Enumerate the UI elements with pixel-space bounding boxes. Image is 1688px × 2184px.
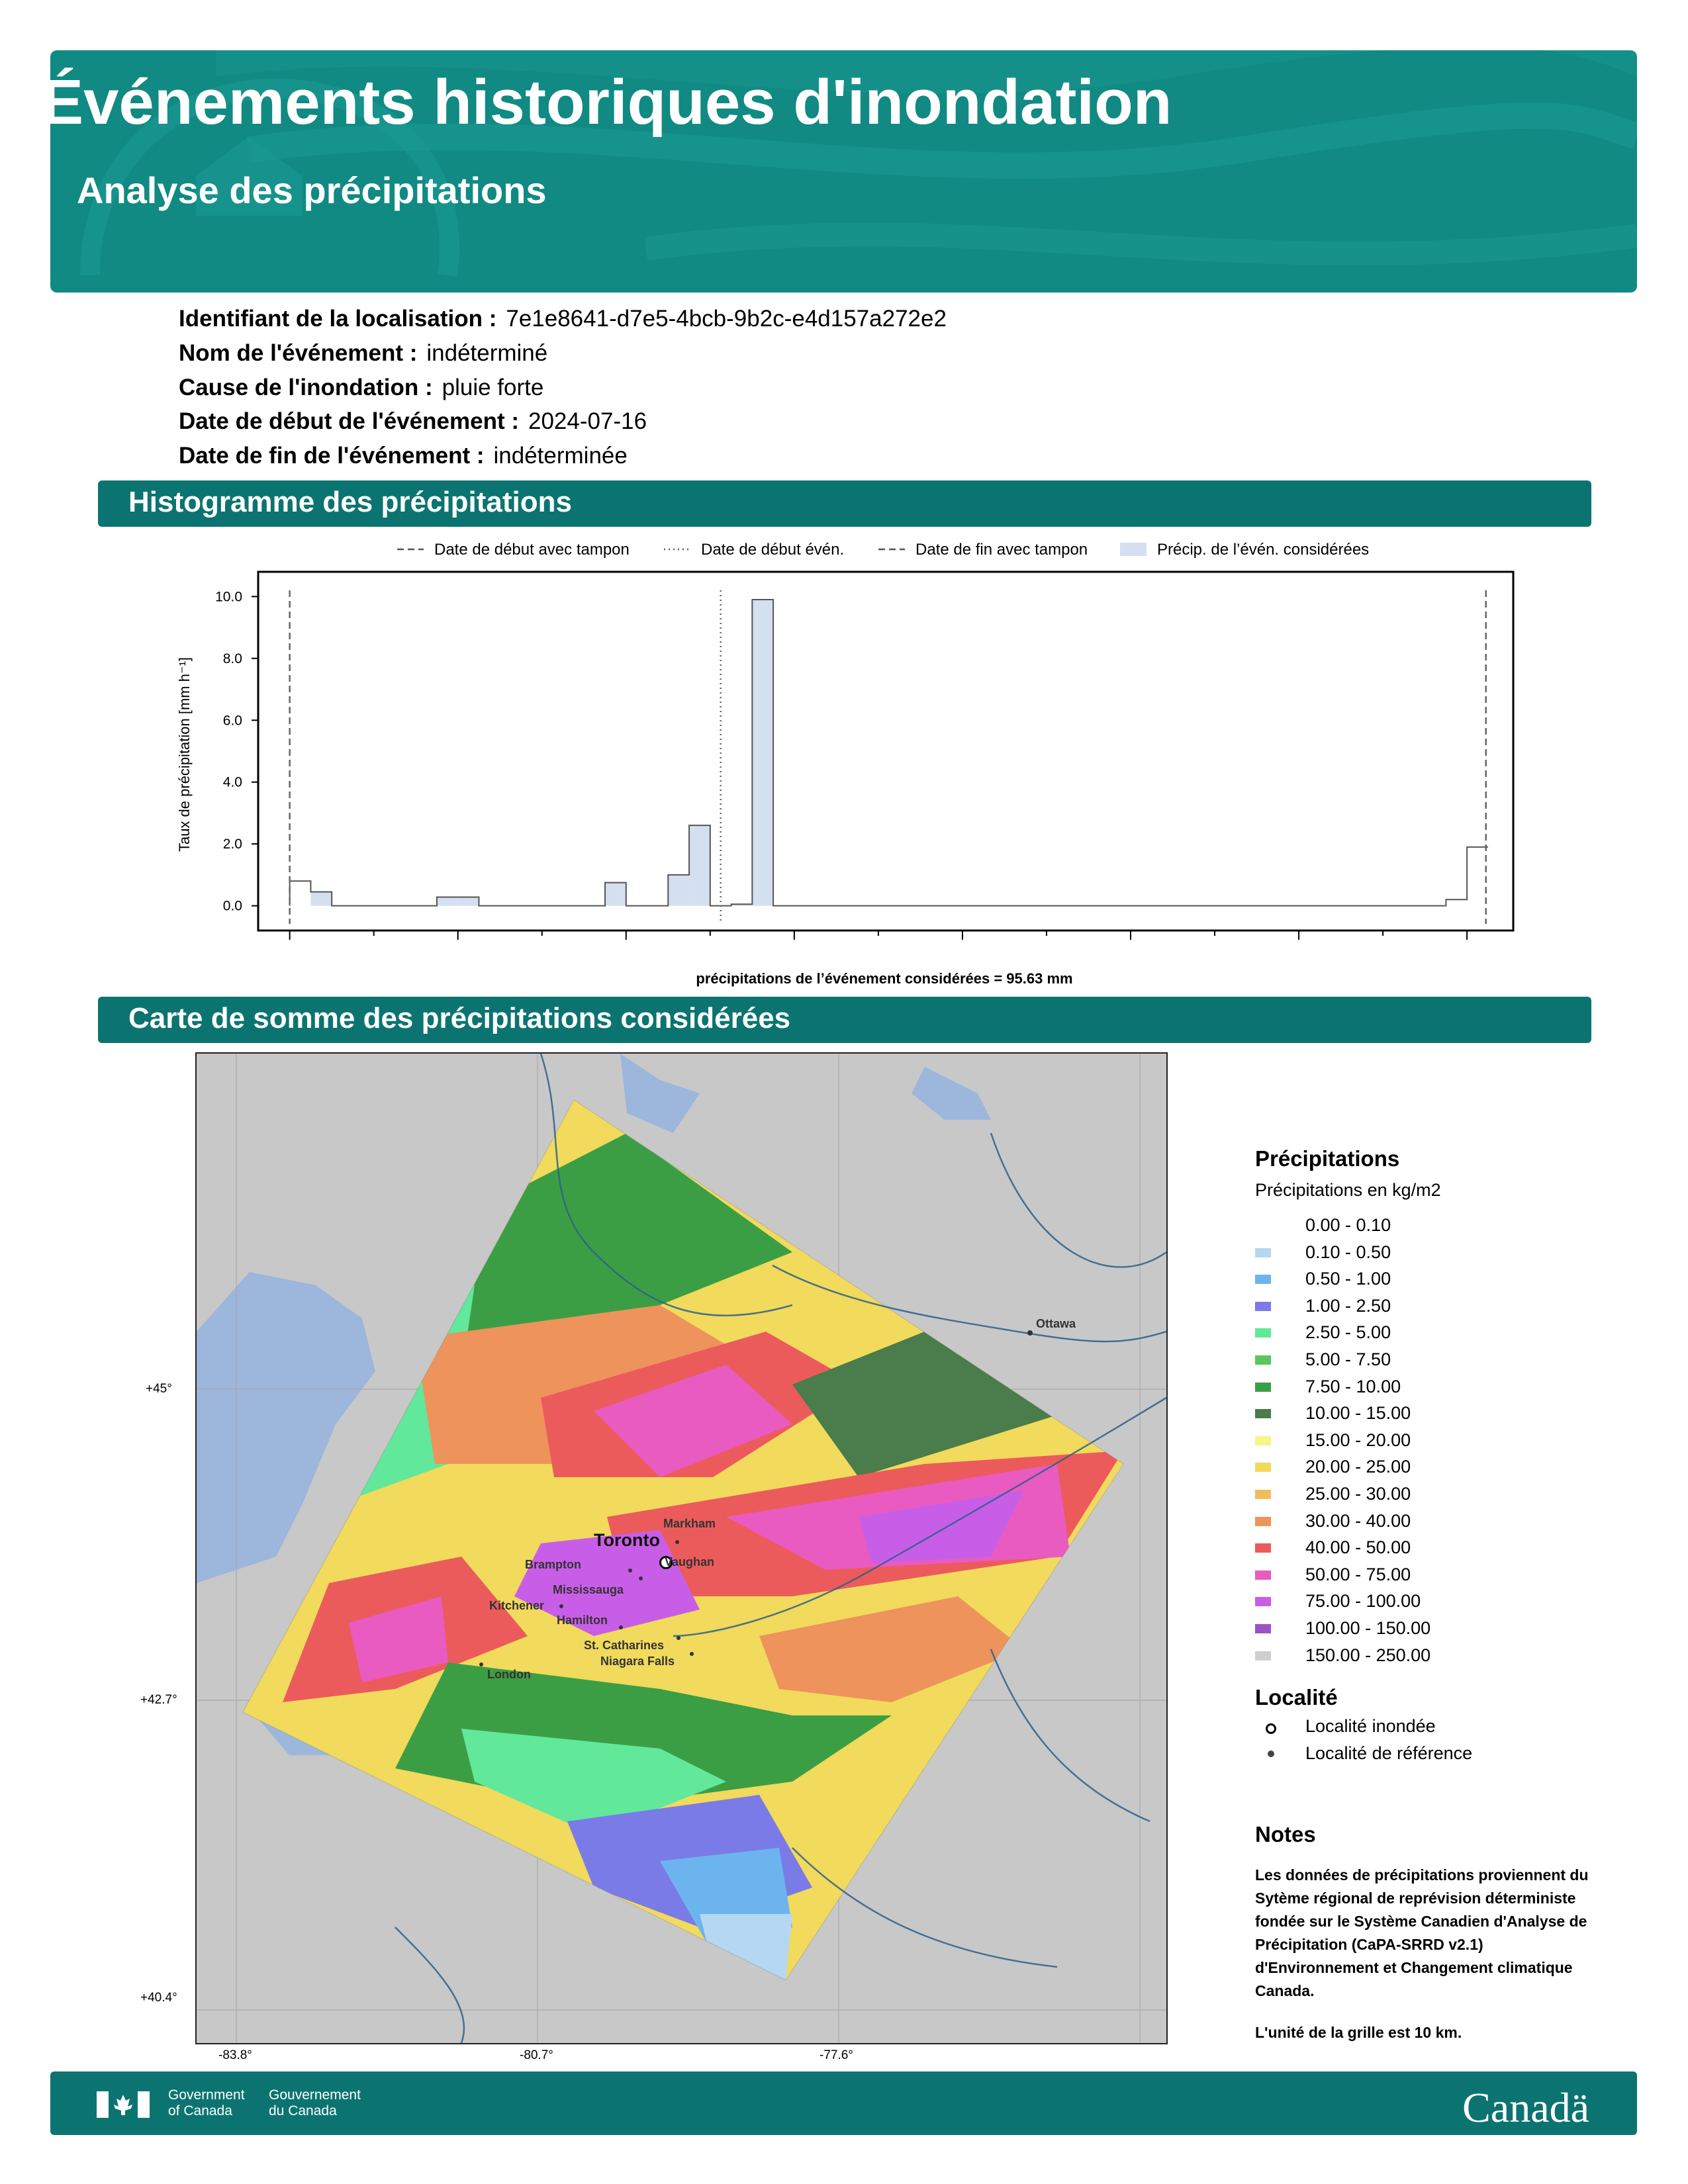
city-marker — [675, 1540, 679, 1544]
legend-class-label: 7.50 - 10.00 — [1305, 1376, 1401, 1396]
legend-class-label: 30.00 - 40.00 — [1305, 1510, 1411, 1531]
city-label-kitchener: Kitchener — [489, 1599, 545, 1612]
canada-flag-icon — [97, 2091, 150, 2118]
section-title: Carte de somme des précipitations considérées — [128, 1002, 791, 1034]
info-label: Nom de l'événement : — [179, 340, 418, 366]
legend-class-label: 0.50 - 1.00 — [1305, 1269, 1391, 1289]
precip-bar — [668, 875, 689, 906]
info-end-date — [179, 443, 628, 469]
legend-class-label: 75.00 - 100.00 — [1305, 1591, 1421, 1612]
legend-swatch — [1255, 1463, 1271, 1472]
city-marker — [479, 1662, 483, 1666]
city-label-markham: Markham — [663, 1517, 716, 1530]
y-tick-label: 4.0 — [222, 774, 242, 790]
city-marker — [619, 1625, 623, 1629]
lat-label: +40.4° — [140, 1991, 177, 2005]
legend-swatch — [1255, 1328, 1271, 1338]
chart-reference-lines — [290, 590, 1486, 924]
legend-subtitle: Précipitations en kg/m2 — [1255, 1180, 1441, 1200]
precip-bar — [1467, 847, 1488, 906]
city-marker — [628, 1569, 632, 1572]
precip-step-line — [290, 600, 1488, 906]
city-marker — [559, 1604, 563, 1608]
legend-class-label: 10.00 - 15.00 — [1305, 1403, 1411, 1424]
y-tick-label: 2.0 — [222, 837, 242, 852]
precip-bar — [689, 825, 710, 905]
notes-grid: L'unité de la grille est 10 km. — [1255, 2024, 1462, 2041]
y-axis — [215, 589, 258, 913]
city-label-vaughan: Vaughan — [665, 1555, 715, 1569]
y-tick-label: 8.0 — [222, 651, 242, 666]
city-marker-ottawa — [1027, 1330, 1033, 1336]
city-label-hamilton: Hamilton — [557, 1614, 608, 1627]
chart-total-label: précipitations de l’événement considérées = 95.63 mm — [696, 970, 1073, 987]
city-label-toronto: Toronto — [594, 1530, 660, 1550]
canada-wordmark: Canadä — [1462, 2084, 1589, 2131]
lon-label: -77.6° — [820, 2048, 853, 2062]
precip-bar — [458, 897, 479, 906]
government-en: Government of Canada — [168, 2087, 245, 2118]
lon-label: -80.7° — [520, 2048, 553, 2062]
info-value: indéterminé — [426, 340, 548, 366]
lat-label: +45° — [146, 1382, 172, 1396]
small-lake — [620, 1054, 700, 1133]
info-label: Date de début de l'événement : — [179, 408, 519, 434]
legend-swatch — [1255, 1543, 1271, 1553]
legend-swatch — [1255, 1275, 1271, 1284]
legend-end-buffer: Date de fin avec tampon — [915, 541, 1088, 559]
legend-class-label: 20.00 - 25.00 — [1305, 1457, 1411, 1477]
page-title: Événements historiques d'inondation — [41, 67, 1172, 138]
legend-swatch — [1255, 1597, 1271, 1606]
precip-bar — [752, 600, 773, 906]
locality-reference-label: Localité de référence — [1305, 1743, 1473, 1763]
info-start-date — [179, 408, 647, 435]
y-tick-label: 0.0 — [222, 898, 242, 914]
info-label: Cause de l'inondation : — [179, 375, 433, 400]
chart-ylabel: Taux de précipitation [mm h⁻¹] — [176, 657, 193, 852]
info-value: 7e1e8641-d7e5-4bcb-9b2c-e4d157a272e2 — [506, 306, 947, 332]
info-value: 2024-07-16 — [528, 408, 647, 434]
reference-locality-icon — [1268, 1751, 1274, 1757]
legend-start-buffer: Date de début avec tampon — [434, 541, 630, 559]
info-label: Date de fin de l'événement : — [179, 443, 485, 469]
info-event-name — [179, 340, 547, 367]
legend-swatch — [1255, 1436, 1271, 1445]
legend-swatch — [1255, 1570, 1271, 1580]
legend-class-label: 40.00 - 50.00 — [1305, 1537, 1411, 1558]
legend-swatch — [1255, 1651, 1271, 1661]
lon-label: -83.8° — [218, 2048, 252, 2062]
legend-swatch — [1255, 1490, 1271, 1499]
precip-bar — [310, 892, 332, 906]
x-axis — [290, 931, 1467, 940]
footer — [50, 2071, 1637, 2135]
government-fr: Gouvernement du Canada — [269, 2087, 361, 2118]
flooded-locality-icon — [1266, 1723, 1276, 1734]
city-label-mississauga: Mississauga — [553, 1583, 624, 1596]
locality-flooded-label: Localité inondée — [1305, 1716, 1436, 1736]
map-canvas — [197, 1054, 1166, 2043]
precip-bar — [290, 881, 311, 905]
precipitation-histogram — [159, 529, 1536, 993]
city-label-london: London — [487, 1668, 531, 1681]
notes-title: Notes — [1255, 1822, 1316, 1846]
section-title: Histogramme des précipitations — [128, 486, 572, 518]
legend-class-label: 25.00 - 30.00 — [1305, 1484, 1411, 1504]
legend-title: Précipitations — [1255, 1146, 1400, 1171]
legend-swatch — [1255, 1624, 1271, 1633]
legend-swatch — [1255, 1248, 1271, 1257]
legend-swatch — [1255, 1355, 1271, 1365]
legend-class-label: 100.00 - 150.00 — [1305, 1618, 1431, 1638]
legend-class-label: 1.00 - 2.50 — [1305, 1295, 1391, 1316]
locality-title: Localité — [1255, 1685, 1338, 1709]
legend-swatch — [1255, 1302, 1271, 1311]
legend-event-start: Date de début évén. — [701, 541, 845, 559]
legend-swatch — [1255, 1221, 1271, 1230]
info-location-id — [179, 306, 947, 332]
city-label-ottawa: Ottawa — [1036, 1317, 1076, 1330]
city-label-st-catharines: St. Catharines — [584, 1639, 665, 1652]
legend-class-label: 150.00 - 250.00 — [1305, 1645, 1431, 1665]
small-lake — [912, 1067, 991, 1120]
info-value: indéterminée — [493, 443, 628, 469]
info-flood-cause — [179, 375, 543, 401]
info-label: Identifiant de la localisation : — [179, 306, 497, 332]
legend-swatch — [1255, 1409, 1271, 1418]
legend-considered: Précip. de l’évén. considérées — [1157, 541, 1370, 559]
lat-label: +42.7° — [140, 1693, 177, 1707]
legend-swatch — [1255, 1517, 1271, 1526]
chart-legend — [397, 541, 1369, 559]
info-value: pluie forte — [442, 375, 544, 400]
precip-bar — [605, 883, 626, 906]
city-label-brampton: Brampton — [525, 1558, 581, 1571]
legend-class-label: 15.00 - 20.00 — [1305, 1430, 1411, 1450]
notes-text: Les données de précipitations proviennent du Sytème régional de reprévision déterministe fondée sur le Système Canadien d'Analyse de Précipitation (CaPA-SRRD v2.1) d'Environnement et Changement climatique Canada. — [1255, 1866, 1589, 1999]
city-marker — [639, 1576, 643, 1580]
chart-bars — [290, 600, 1488, 906]
legend-swatch — [1255, 1383, 1271, 1392]
precip-bar — [1446, 899, 1467, 905]
y-tick-label: 6.0 — [222, 713, 242, 729]
legend-class-label: 0.00 - 0.10 — [1305, 1215, 1391, 1235]
legend-class-label: 5.00 - 7.50 — [1305, 1349, 1391, 1369]
precip-bar — [437, 897, 458, 906]
legend-class-label: 50.00 - 75.00 — [1305, 1564, 1411, 1584]
page-subtitle: Analyse des précipitations — [77, 169, 547, 211]
legend-class-label: 2.50 - 5.00 — [1305, 1322, 1391, 1343]
precipitation-map[interactable] — [195, 1052, 1168, 2044]
city-marker — [690, 1652, 694, 1656]
city-label-niagara-falls: Niagara Falls — [600, 1655, 675, 1668]
precipitation-field — [197, 1054, 1166, 2043]
section-map-header — [98, 997, 1591, 1043]
legend-marker-considered — [1120, 543, 1147, 556]
section-histogram-header — [98, 480, 1591, 527]
y-tick-label: 10.0 — [215, 589, 242, 605]
chart-frame — [258, 572, 1513, 931]
city-marker — [677, 1636, 680, 1640]
legend-class-label: 0.10 - 0.50 — [1305, 1242, 1391, 1262]
